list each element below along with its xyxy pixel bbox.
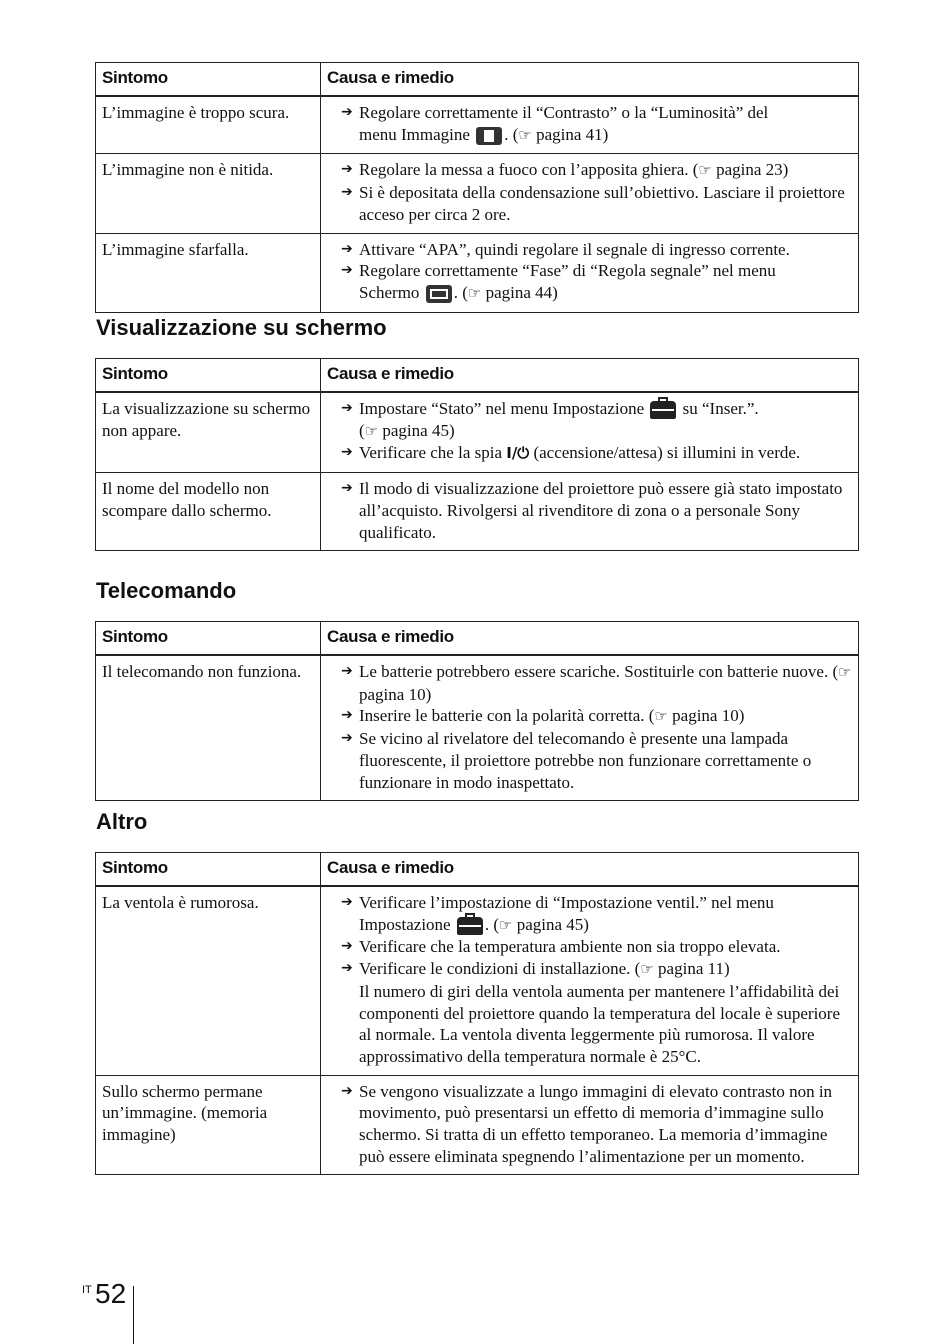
image-menu-icon (476, 127, 502, 145)
remedy-text: Regolare la messa a fuoco con l’apposita ghiera. ( (359, 160, 699, 180)
remedy-item (341, 936, 852, 958)
page-reference: pagina 23) (711, 160, 789, 180)
header-sintomo: Sintomo (96, 63, 321, 97)
table-row (96, 655, 859, 801)
remedy-item (341, 182, 852, 225)
remedy-text: Attivare “APA”, quindi regolare il segnale di ingresso corrente. (359, 239, 790, 259)
remedy-text: Se vicino al rivelatore del telecomando è presente una lampada fluorescente, il proiettore potrebbe non funzionare correttamente o funzionare in modo inaspettato. (359, 729, 812, 792)
remedy-item (341, 728, 852, 793)
table-header-row (96, 853, 859, 887)
remedy-text: Regolare correttamente il “Contrasto” o la “Luminosità” del (359, 103, 769, 122)
remedy-text: Impostare “Stato” nel menu Impostazione (359, 399, 645, 418)
remedy-text: Il modo di visualizzazione del proiettore può essere già stato impostato all’acquisto. Rivolgersi al rivenditore di zona o a personale Sony qualificato. (359, 479, 843, 542)
remedy-text: su “Inser.”. (678, 399, 759, 418)
remedy-item (341, 239, 852, 261)
page-reference-icon: ☞ (499, 915, 513, 934)
remedy-text: Verificare l’impostazione di “Impostazione ventil.” nel menu (359, 893, 774, 912)
remedy-cell (321, 96, 859, 154)
header-causa: Causa e rimedio (321, 63, 859, 97)
power-standby-icon: I/⏻ (506, 444, 530, 463)
page-reference: pagina 45) (378, 420, 455, 440)
page-reference: pagina 41) (531, 124, 609, 144)
table-header-row (96, 359, 859, 393)
remedy-item (341, 398, 852, 442)
remedy-text: . ( (453, 282, 468, 302)
table-row (96, 154, 859, 233)
symptom-cell: L’immagine sfarfalla. (96, 233, 321, 312)
footer-language: IT (82, 1284, 92, 1296)
troubleshooting-table-image (95, 62, 859, 313)
section-title-altro: Altro (96, 809, 148, 834)
remedy-cell (321, 655, 859, 801)
remedy-item (341, 260, 852, 304)
remedy-text: ( (359, 420, 365, 440)
page-reference: pagina 10) (667, 706, 745, 726)
header-causa: Causa e rimedio (321, 622, 859, 656)
remedy-text: menu Immagine (359, 124, 470, 144)
screen-menu-icon (426, 285, 452, 303)
page-reference: pagina 45) (512, 914, 589, 934)
setup-menu-icon (650, 401, 676, 419)
remedy-cell (321, 233, 859, 312)
page-reference-icon: ☞ (654, 707, 668, 726)
troubleshooting-table-other (95, 852, 859, 1175)
symptom-cell: Il nome del modello non scompare dallo schermo. (96, 473, 321, 551)
arrow-icon: ➔ (341, 1082, 353, 1099)
remedy-note: Il numero di giri della ventola aumenta per mantenere l’affidabilità dei componenti del proiettore quando la temperatura del locale è superiore al normale. La ventola diventa leggermente più rumorosa. Il valore approssimativo della temperatura normale è 25°C. (359, 981, 840, 1066)
remedy-text: Si è depositata della condensazione sull’obiettivo. Lasciare il proiettore acceso per circa 2 ore. (359, 183, 845, 224)
arrow-icon: ➔ (341, 262, 353, 279)
arrow-icon: ➔ (341, 938, 353, 955)
table-header-row (96, 63, 859, 97)
symptom-cell: L’immagine è troppo scura. (96, 96, 321, 154)
remedy-item (341, 102, 852, 146)
symptom-cell: Sullo schermo permane un’immagine. (memoria immagine) (96, 1075, 321, 1175)
table-row (96, 473, 859, 551)
remedy-text: Verificare le condizioni di installazione. ( (359, 959, 641, 979)
remedy-text: (accensione/attesa) si illumini in verde. (529, 443, 801, 463)
arrow-icon: ➔ (341, 894, 353, 910)
setup-menu-icon (457, 917, 483, 935)
page-reference-icon: ☞ (698, 161, 712, 180)
header-sintomo: Sintomo (96, 359, 321, 393)
remedy-text: . ( (504, 124, 519, 144)
symptom-cell: L’immagine non è nitida. (96, 154, 321, 233)
table-row (96, 392, 859, 473)
remedy-text: Verificare che la spia (359, 443, 507, 463)
remedy-item (341, 478, 852, 543)
remedy-text: Regolare correttamente “Fase” di “Regola segnale” nel menu (359, 261, 776, 281)
remedy-cell (321, 1075, 859, 1175)
arrow-icon: ➔ (341, 707, 353, 724)
header-causa: Causa e rimedio (321, 853, 859, 887)
symptom-cell: Il telecomando non funziona. (96, 655, 321, 801)
remedy-text: Le batterie potrebbero essere scariche. Sostituirle con batterie nuove. ( (359, 662, 839, 681)
remedy-item (341, 159, 852, 182)
remedy-item (341, 661, 852, 705)
arrow-icon: ➔ (341, 663, 353, 679)
arrow-icon: ➔ (341, 400, 353, 416)
page-reference-icon: ☞ (467, 283, 482, 302)
page-reference: pagina 44) (481, 282, 558, 302)
arrow-icon: ➔ (341, 960, 353, 977)
remedy-item (341, 1081, 852, 1168)
page-reference-icon: ☞ (640, 960, 654, 979)
header-causa: Causa e rimedio (321, 359, 859, 393)
remedy-item (341, 892, 852, 936)
page-number: 52 (95, 1278, 127, 1309)
arrow-icon: ➔ (341, 240, 353, 257)
arrow-icon: ➔ (341, 480, 353, 497)
arrow-icon: ➔ (341, 444, 353, 461)
remedy-text: Se vengono visualizzate a lungo immagini di elevato contrasto non in movimento, può presentarsi un effetto di memoria d’immagine sullo schermo. Si tratta di un effetto temporaneo. La memoria d’immagine può essere eliminata spegnendo l’alimentazione per un momento. (359, 1081, 833, 1166)
remedy-item (341, 958, 852, 1068)
header-sintomo: Sintomo (96, 853, 321, 887)
table-header-row (96, 622, 859, 656)
table-row (96, 233, 859, 312)
table-row (96, 1075, 859, 1175)
page-reference-icon: ☞ (838, 663, 852, 681)
table-row (96, 96, 859, 154)
troubleshooting-table-remote (95, 621, 859, 801)
footer-divider (133, 1286, 134, 1344)
header-sintomo: Sintomo (96, 622, 321, 656)
remedy-cell (321, 886, 859, 1075)
page-reference: pagina 11) (653, 959, 730, 979)
remedy-text: Schermo (359, 282, 420, 302)
section-title-visualizzazione: Visualizzazione su schermo (96, 315, 387, 340)
remedy-item (341, 705, 852, 728)
symptom-cell: La ventola è rumorosa. (96, 886, 321, 1075)
remedy-text: . ( (484, 914, 500, 934)
page-reference: pagina 10) (359, 684, 432, 704)
remedy-cell (321, 392, 859, 473)
symptom-cell: La visualizzazione su schermo non appare. (96, 392, 321, 473)
remedy-cell (321, 473, 859, 551)
page-reference-icon: ☞ (518, 125, 532, 144)
arrow-icon: ➔ (341, 184, 353, 201)
section-title-telecomando: Telecomando (96, 578, 237, 603)
remedy-text: Impostazione (359, 914, 451, 934)
remedy-cell (321, 154, 859, 233)
remedy-text: Verificare che la temperatura ambiente non sia troppo elevata. (359, 937, 781, 957)
page-reference-icon: ☞ (364, 421, 379, 440)
arrow-icon: ➔ (341, 161, 353, 178)
troubleshooting-table-display (95, 358, 859, 551)
table-row (96, 886, 859, 1075)
arrow-icon: ➔ (341, 730, 353, 747)
arrow-icon: ➔ (341, 104, 353, 120)
remedy-text: Inserire le batterie con la polarità corretta. ( (359, 706, 655, 726)
remedy-item (341, 442, 852, 465)
